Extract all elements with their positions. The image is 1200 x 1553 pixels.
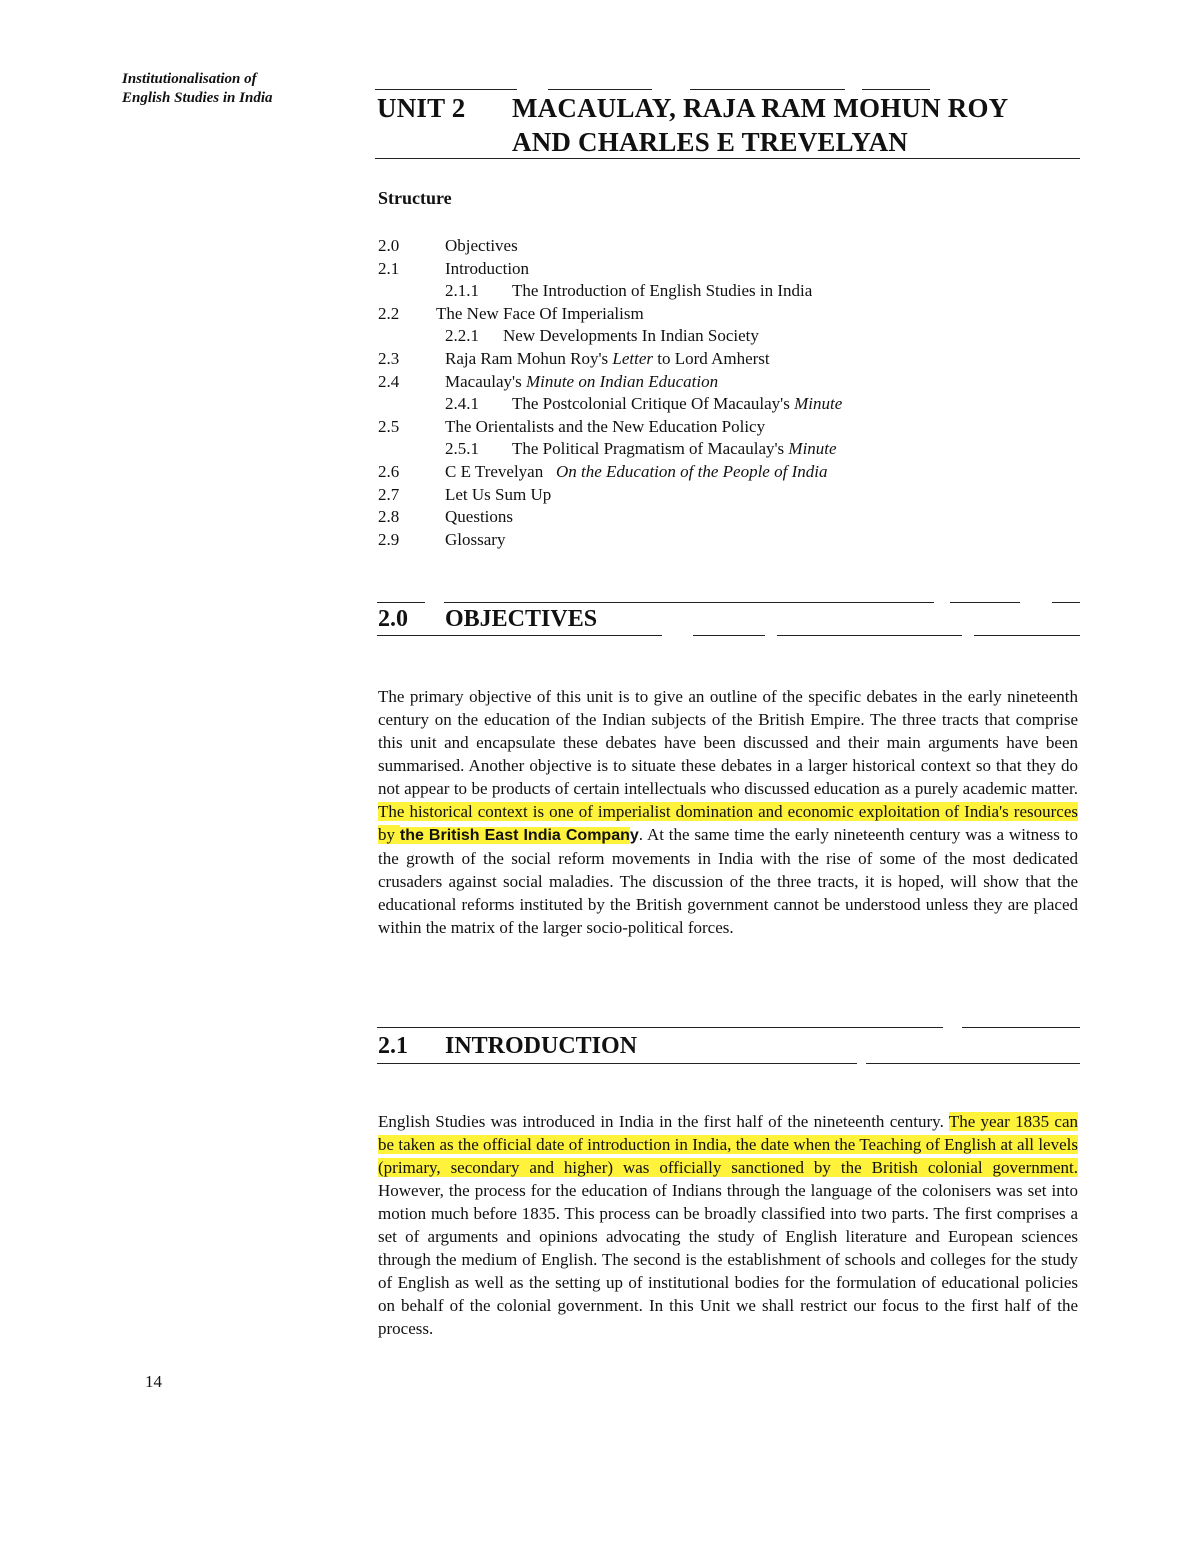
toc-title-emphasis: Minute on Indian Education: [525, 371, 719, 391]
toc-title: Let Us Sum Up: [445, 484, 552, 504]
objectives-bottom-rule-3: [777, 635, 962, 636]
toc-title-part: to Lord Amherst: [653, 348, 770, 368]
highlighted-text: The year 1835 can be taken as the official date of introduction in India, the date when the Teaching of English at all levels (primary, secondary and higher) was officially sanctioned by the British colonial government.: [378, 1112, 1078, 1177]
title-top-rule-3: [690, 89, 845, 90]
running-head-line-1: Institutionalisation of: [122, 71, 257, 87]
toc-number: 2.1.1: [445, 281, 479, 301]
paragraph-text: The primary objective of this unit is to give an outline of the specific debates in the early nineteenth century on the education of the Indian subjects of the British Empire. The three tracts that comprise this unit and encapsulate these debates have been discussed and their main arguments have been summarised. Another objective is to situate these debates in a larger historical context so that they do not appear to be products of certain intellectuals who discussed education as a purely academic matter.: [378, 687, 1078, 798]
toc-title-emphasis: On the Education of the People of India: [555, 461, 828, 481]
toc-title-part: Raja Ram Mohun Roy's: [445, 348, 613, 368]
toc-title: [445, 371, 718, 394]
toc-title: [512, 438, 837, 461]
toc-title-emphasis: Minute: [788, 439, 837, 459]
introduction-top-rule-1: [377, 1027, 943, 1028]
toc-subitem: [378, 438, 1078, 461]
toc-title: [445, 461, 827, 484]
objectives-paragraph: [378, 685, 1078, 939]
unit-title-line-1: MACAULAY, RAJA RAM MOHUN ROY: [512, 93, 1009, 123]
objectives-top-rule-4: [1052, 602, 1080, 603]
toc-title: [512, 393, 842, 416]
introduction-bottom-rule-2: [866, 1063, 1080, 1064]
toc-item: [378, 484, 1078, 507]
toc-item: [378, 529, 1078, 552]
page-number: 14: [145, 1372, 162, 1391]
toc-subitem: [378, 393, 1078, 416]
introduction-paragraph: [378, 1110, 1078, 1340]
toc-title: The New Face Of Imperialism: [436, 303, 644, 323]
toc-title: Questions: [445, 507, 513, 527]
toc-item: [378, 371, 1078, 394]
toc-subitem: [378, 325, 1078, 348]
title-bottom-rule: [375, 158, 1080, 159]
toc-number: 2.0: [378, 236, 400, 255]
toc-number: 2.2.1: [445, 326, 479, 346]
introduction-top-rule-2: [962, 1027, 1080, 1028]
toc-item: [378, 416, 1078, 439]
toc-title-emphasis: Minute: [794, 394, 843, 414]
paragraph-text: However, the process for the education of Indians through the language of the colonisers was set into motion much before 1835. This process can be broadly classified into two parts. The first comprises a set of arguments and opinions advocating the study of English literature and European sciences through the medium of English. The second is the establishment of schools and colleges for the study of English as well as the setting up of institutional bodies for the formulation of educational policies on behalf of the colonial government. In this Unit we shall restrict our focus to the first half of the process.: [378, 1181, 1078, 1338]
section-title: OBJECTIVES: [445, 606, 598, 632]
title-top-rule-4: [862, 89, 930, 90]
objectives-top-rule-1: [377, 602, 425, 603]
toc-number: 2.6: [378, 461, 400, 481]
toc-number: 2.1: [378, 258, 400, 278]
title-top-rule-2: [548, 89, 652, 90]
objectives-top-rule-2: [444, 602, 934, 603]
title-top-rule-1: [375, 89, 517, 90]
toc-number: 2.8: [378, 507, 400, 527]
toc-title: The Introduction of English Studies in India: [512, 281, 813, 301]
toc-number: 2.9: [378, 529, 400, 549]
toc-number: 2.4.1: [445, 394, 479, 414]
unit-title-line-2: AND CHARLES E TREVELYAN: [512, 127, 908, 157]
toc-title-emphasis: Letter: [612, 348, 654, 368]
toc-subitem: [378, 280, 1078, 303]
paragraph-text: . At the same time the early nineteenth century was a witness to the growth of the social reform movements in India with the rise of some of the most dedicated crusaders against social maladies. The discussion of the three tracts, it is hoped, will show that the educational reforms instituted by the British government cannot be understood unless they are placed within the matrix of the larger socio-political forces.: [378, 825, 1078, 937]
toc-number: 2.7: [378, 484, 400, 504]
toc-item: [378, 461, 1078, 484]
highlighted-company-name: the British East India Compan: [399, 827, 630, 844]
objectives-top-rule-3: [950, 602, 1020, 603]
introduction-bottom-rule-1: [377, 1063, 857, 1064]
table-of-contents: [378, 235, 1078, 551]
running-head-line-2: English Studies in India: [122, 90, 273, 106]
toc-title: New Developments In Indian Society: [503, 326, 759, 346]
toc-title: Objectives: [445, 236, 518, 255]
toc-number: 2.5: [378, 416, 400, 436]
toc-item: [378, 348, 1078, 371]
section-number: 2.1: [378, 1033, 408, 1059]
toc-title: [445, 348, 770, 371]
toc-number: 2.5.1: [445, 439, 479, 459]
toc-title: The Orientalists and the New Education Policy: [445, 416, 766, 436]
toc-item: [378, 235, 1078, 258]
objectives-bottom-rule-4: [974, 635, 1080, 636]
objectives-bottom-rule-1: [377, 635, 662, 636]
toc-number: 2.4: [378, 371, 400, 391]
toc-number: 2.2: [378, 303, 400, 323]
toc-title: Introduction: [445, 258, 530, 278]
unit-number: UNIT 2: [377, 93, 466, 123]
section-number: 2.0: [378, 606, 408, 632]
section-title: INTRODUCTION: [445, 1033, 638, 1059]
toc-title-part: Macaulay's: [445, 371, 526, 391]
paragraph-text: English Studies was introduced in India in the first half of the nineteenth century.: [378, 1112, 949, 1131]
toc-title-part: C E Trevelyan: [445, 461, 556, 481]
toc-item: [378, 258, 1078, 281]
company-name-end: y: [629, 827, 639, 844]
objectives-bottom-rule-2: [693, 635, 765, 636]
toc-item: [378, 303, 1078, 326]
toc-title: Glossary: [445, 529, 506, 549]
structure-heading: Structure: [378, 188, 452, 208]
toc-item: [378, 506, 1078, 529]
toc-number: 2.3: [378, 348, 400, 368]
toc-title-part: The Postcolonial Critique Of Macaulay's: [512, 394, 795, 414]
toc-title-part: The Political Pragmatism of Macaulay's: [512, 439, 789, 459]
highlighted-text: The historical context is one of imperialist domination and economic exploitation of India's resources by: [378, 802, 1078, 844]
running-head: [122, 70, 342, 108]
